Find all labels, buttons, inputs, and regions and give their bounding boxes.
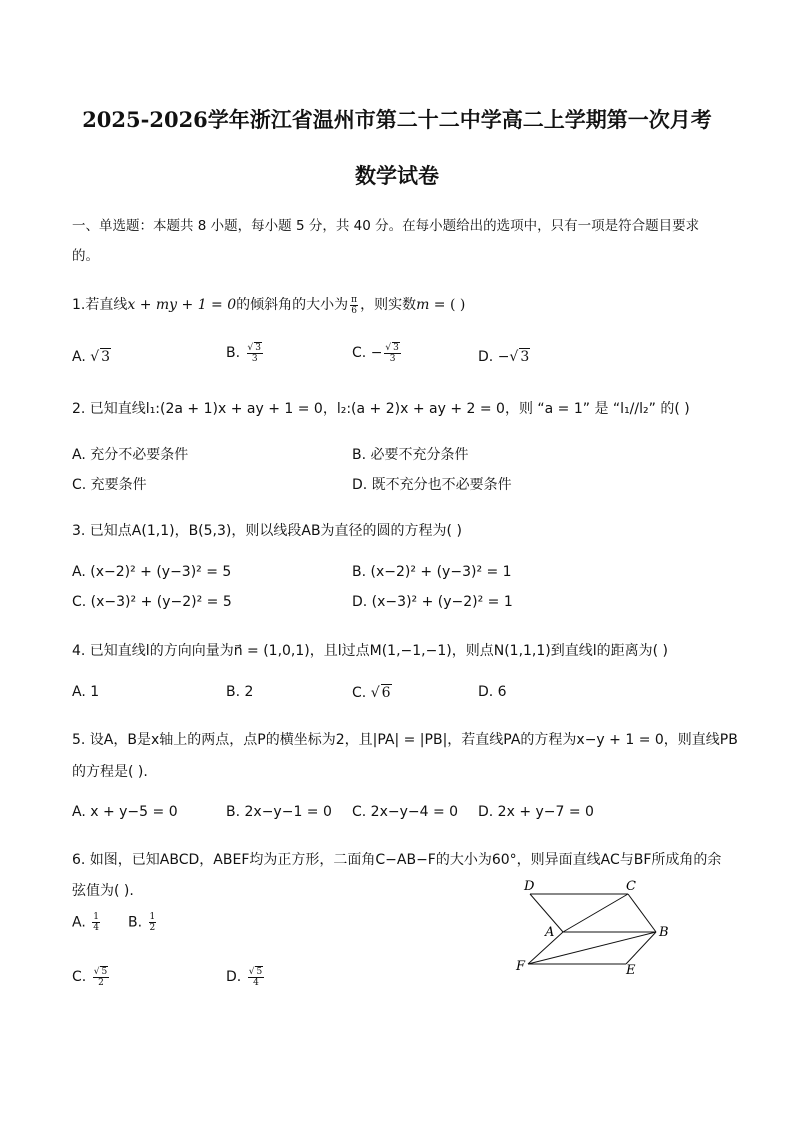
section-heading: 一、单选题：本题共 8 小题，每小题 5 分，共 40 分。在每小题给出的选项中，只有一项是符合题目要求 <box>72 218 700 234</box>
option-d[interactable]: D. 6 <box>478 684 507 700</box>
option-d[interactable]: D. (x−3)² + (y−2)² = 1 <box>352 594 513 610</box>
question-text: 的倾斜角的大小为 <box>236 297 349 313</box>
option-b[interactable]: B. 必要不充分条件 <box>352 447 469 463</box>
label-e: E <box>626 963 636 978</box>
question-text: = ( ) <box>429 297 466 313</box>
option-c[interactable]: C. 2x−y−4 = 0 <box>352 804 459 820</box>
option-c[interactable]: C. $\frac{√ 5}{2}$ <box>72 967 108 988</box>
option-d[interactable]: D. −√ 3 <box>478 349 530 365</box>
sqrt-expression: √ 3 <box>90 349 111 365</box>
label-b: B <box>659 925 669 940</box>
option-b[interactable]: B. $\frac{1}{2}$ <box>128 912 156 933</box>
option-a[interactable]: A. $\frac{1}{4}$ <box>72 912 99 933</box>
label-d: D <box>524 879 535 894</box>
math-expression: x + my + 1 = 0 <box>127 297 237 313</box>
option-a[interactable]: A. x + y−5 = 0 <box>72 804 178 820</box>
label-a: A <box>545 925 555 940</box>
option-c[interactable]: C. − $\frac{√ 3}{3}$ <box>352 343 399 364</box>
option-d[interactable]: D. 既不充分也不必要条件 <box>352 477 512 493</box>
question-text: ，则实数 <box>360 297 417 313</box>
question-5: 5. 设A，B是x轴上的两点，点P的横坐标为2，且|PA| = |PB|，若直线PA的方程为x−y + 1 = 0，则直线PB <box>72 732 738 748</box>
diagonal-ac <box>563 894 628 932</box>
edge-eb <box>626 932 656 964</box>
label-f: F <box>516 959 526 974</box>
math-variable: m <box>416 297 430 313</box>
option-b[interactable]: B. $\frac{√ 3}{3}$ <box>226 343 261 364</box>
question-text: 若直线 <box>85 297 128 313</box>
label-c: C <box>626 879 636 894</box>
question-2: 2. 已知直线l₁:(2a + 1)x + ay + 1 = 0，l₂:(a + 2)x + ay + 2 = 0，则 “a = 1” 是 “l₁//l₂” 的( ) <box>72 401 690 417</box>
section-heading-cont: 的。 <box>72 248 99 264</box>
fraction: $\frac{√ 3}{3}$ <box>385 343 399 364</box>
question-number: 1. <box>72 297 86 313</box>
question-4: 4. 已知直线l的方向向量为n⃗ = (1,0,1)，且l过点M(1,−1,−1)，则点N(1,1,1)到直线l的距离为( ) <box>72 643 669 659</box>
question-6-cont: 弦值为( ). <box>72 883 134 899</box>
fraction: $\frac{√ 3}{3}$ <box>247 343 261 364</box>
exam-subtitle: 数学试卷 <box>355 163 439 188</box>
option-a[interactable]: A. 充分不必要条件 <box>72 447 189 463</box>
option-c[interactable]: C. 充要条件 <box>72 477 147 493</box>
option-c[interactable]: C. (x−3)² + (y−2)² = 5 <box>72 594 232 610</box>
option-a[interactable]: A. (x−2)² + (y−3)² = 5 <box>72 564 232 580</box>
question-3: 3. 已知点A(1,1)，B(5,3)，则以线段AB为直径的圆的方程为( ) <box>72 523 462 539</box>
option-d[interactable]: D. $\frac{√ 5}{4}$ <box>226 967 263 988</box>
option-a[interactable]: A. 1 <box>72 684 100 700</box>
fraction: $\frac{\pi}{6}$ <box>351 294 358 316</box>
edge-cb <box>628 894 656 932</box>
question-6: 6. 如图，已知ABCD，ABEF均为正方形，二面角C−AB−F的大小为60°，则异面直线AC与BF所成角的余 <box>72 852 722 868</box>
option-c[interactable]: C. √ 6 <box>352 685 391 701</box>
option-d[interactable]: D. 2x + y−7 = 0 <box>478 804 594 820</box>
option-a[interactable]: A. √ 3 <box>72 349 111 365</box>
question-1 <box>72 294 465 316</box>
geometry-figure <box>508 874 688 984</box>
question-5-cont: 的方程是( ). <box>72 764 148 780</box>
option-b[interactable]: B. (x−2)² + (y−3)² = 1 <box>352 564 512 580</box>
option-b[interactable]: B. 2 <box>226 684 254 700</box>
option-b[interactable]: B. 2x−y−1 = 0 <box>226 804 332 820</box>
exam-title: 2025-2026学年浙江省温州市第二十二中学高二上学期第一次月考 <box>82 107 712 132</box>
